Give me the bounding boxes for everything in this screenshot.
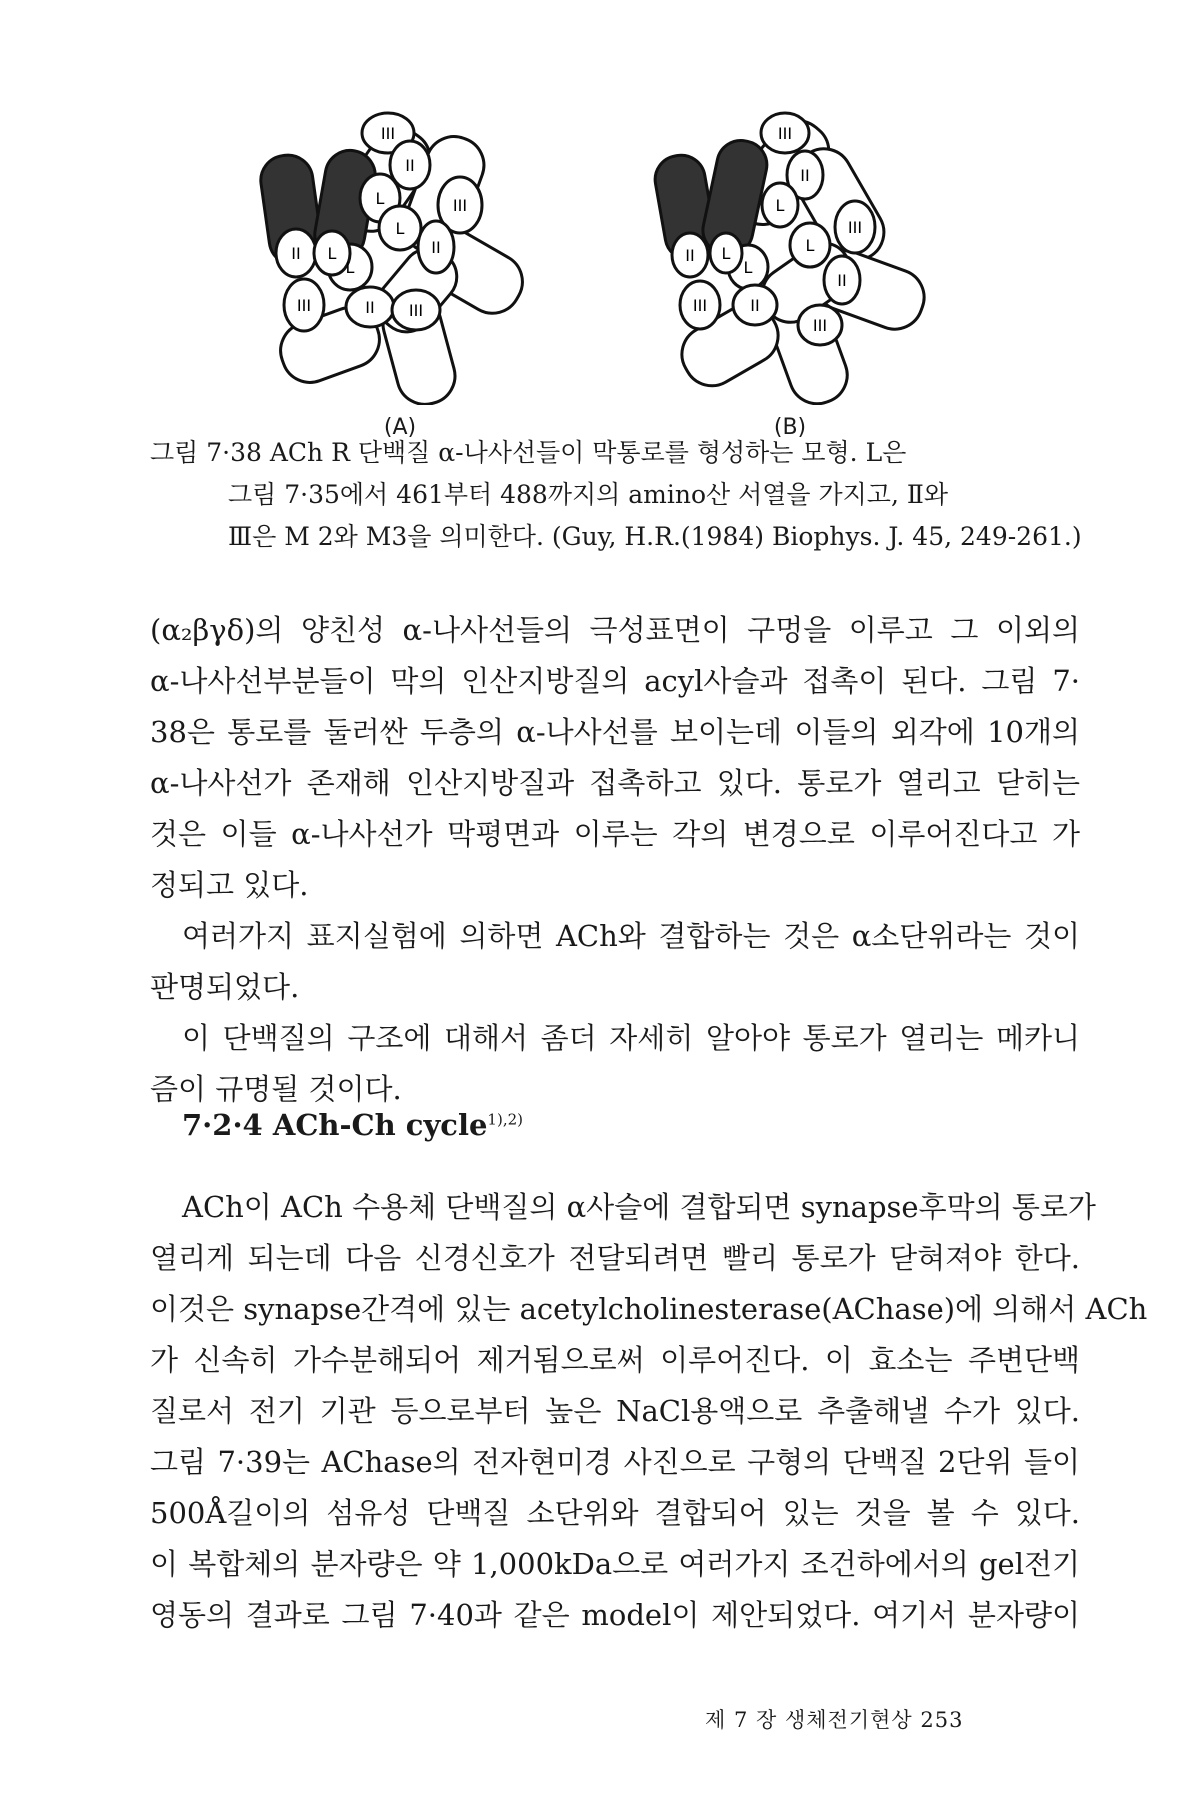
svg-text:II: II [365, 298, 375, 317]
svg-text:L: L [805, 236, 815, 255]
svg-text:III: III [408, 301, 424, 320]
text-line: 이것은 synapse간격에 있는 acetylcholinesterase(AChase)에 의해서 ACh [150, 1292, 1148, 1326]
text-line: 것은 이들 α-나사선가 막평면과 이루는 각의 변경으로 이루어진다고 가 [150, 817, 1080, 851]
figure-label-a: (A) [383, 415, 417, 440]
svg-text:II: II [431, 238, 441, 257]
figure-panel-a [240, 95, 560, 440]
figure-caption [150, 432, 1080, 558]
section-refs: 1),2) [487, 1110, 523, 1129]
caption-line-3: Ⅲ은 M 2와 M3을 의미한다. (Guy, H.R.(1984) Biophys. J. 45, 249-261.) [228, 522, 1082, 551]
text-line: ACh이 ACh 수용체 단백질의 α사슬에 결합되면 synapse후막의 통로가 [182, 1190, 1096, 1224]
text-line: 500Å길이의 섬유성 단백질 소단위와 결합되어 있는 것을 볼 수 있다. [150, 1496, 1080, 1530]
svg-text:III: III [296, 296, 312, 315]
text-line: 38은 통로를 둘러싼 두층의 α-나사선를 보이는데 이들의 외각에 10개의 [150, 715, 1080, 749]
caption-line-1: 그림 7·38 ACh R 단백질 α-나사선들이 막통로를 형성하는 모형. L은 [150, 438, 907, 467]
svg-text:III: III [452, 196, 468, 215]
text-line: 가 신속히 가수분해되어 제거됨으로써 이루어진다. 이 효소는 주변단백 [150, 1343, 1080, 1377]
body-text-block-1 [150, 605, 1080, 1115]
text-line: 판명되었다. [150, 970, 300, 1004]
text-line: (α₂βγδ)의 양친성 α-나사선들의 극성표면이 구멍을 이루고 그 이외의 [150, 613, 1080, 647]
svg-text:L: L [395, 219, 405, 238]
section-heading [182, 1108, 523, 1142]
svg-text:L: L [327, 244, 337, 263]
text-line: 질로서 전기 기관 등으로부터 높은 NaCl용액으로 추출해낼 수가 있다. [150, 1394, 1080, 1428]
text-line: 여러가지 표지실험에 의하면 ACh와 결합하는 것은 α소단위라는 것이 [182, 919, 1080, 953]
text-line: 열리게 되는데 다음 신경신호가 전달되려면 빨리 통로가 닫혀져야 한다. [150, 1241, 1080, 1275]
figure-7-38 [240, 95, 960, 440]
svg-text:III: III [692, 296, 708, 315]
svg-text:L: L [345, 258, 355, 277]
text-line: 즘이 규명될 것이다. [150, 1072, 402, 1106]
text-line: α-나사선가 존재해 인산지방질과 접촉하고 있다. 통로가 열리고 닫히는 [150, 766, 1080, 800]
svg-text:II: II [750, 296, 760, 315]
text-line: 영동의 결과로 그림 7·40과 같은 model이 제안되었다. 여기서 분자량이 [150, 1598, 1080, 1632]
svg-text:II: II [800, 166, 810, 185]
svg-text:III: III [812, 316, 828, 335]
svg-text:III: III [380, 124, 396, 143]
svg-text:II: II [405, 156, 415, 175]
helix-bundle-diagram-a [240, 95, 560, 405]
svg-text:L: L [721, 244, 731, 263]
text-line: 이 단백질의 구조에 대해서 좀더 자세히 알아야 통로가 열리는 메카니 [182, 1021, 1080, 1055]
helix-bundle-diagram-b [630, 95, 950, 405]
svg-text:II: II [685, 246, 695, 265]
section-title: 7·2·4 ACh-Ch cycle [182, 1108, 488, 1142]
text-line: 이 복합체의 분자량은 약 1,000kDa으로 여러가지 조건하에서의 gel전기 [150, 1547, 1080, 1581]
svg-text:II: II [291, 244, 301, 263]
svg-text:L: L [743, 258, 753, 277]
text-line: 그림 7·39는 AChase의 전자현미경 사진으로 구형의 단백질 2단위 들이 [150, 1445, 1080, 1479]
text-line: α-나사선부분들이 막의 인산지방질의 acyl사슬과 접촉이 된다. 그림 7· [150, 664, 1080, 698]
svg-text:II: II [837, 271, 847, 290]
page-footer: 제 7 장 생체전기현상 253 [705, 1708, 964, 1732]
svg-text:III: III [777, 124, 793, 143]
svg-text:L: L [375, 189, 385, 208]
svg-text:III: III [847, 218, 863, 237]
figure-label-b: (B) [773, 415, 807, 440]
svg-text:L: L [775, 196, 785, 215]
text-line: 정되고 있다. [150, 868, 309, 902]
figure-panel-b [630, 95, 950, 440]
caption-line-2: 그림 7·35에서 461부터 488까지의 amino산 서열을 가지고, Ⅱ와 [228, 480, 948, 509]
body-text-block-2 [150, 1182, 1148, 1641]
